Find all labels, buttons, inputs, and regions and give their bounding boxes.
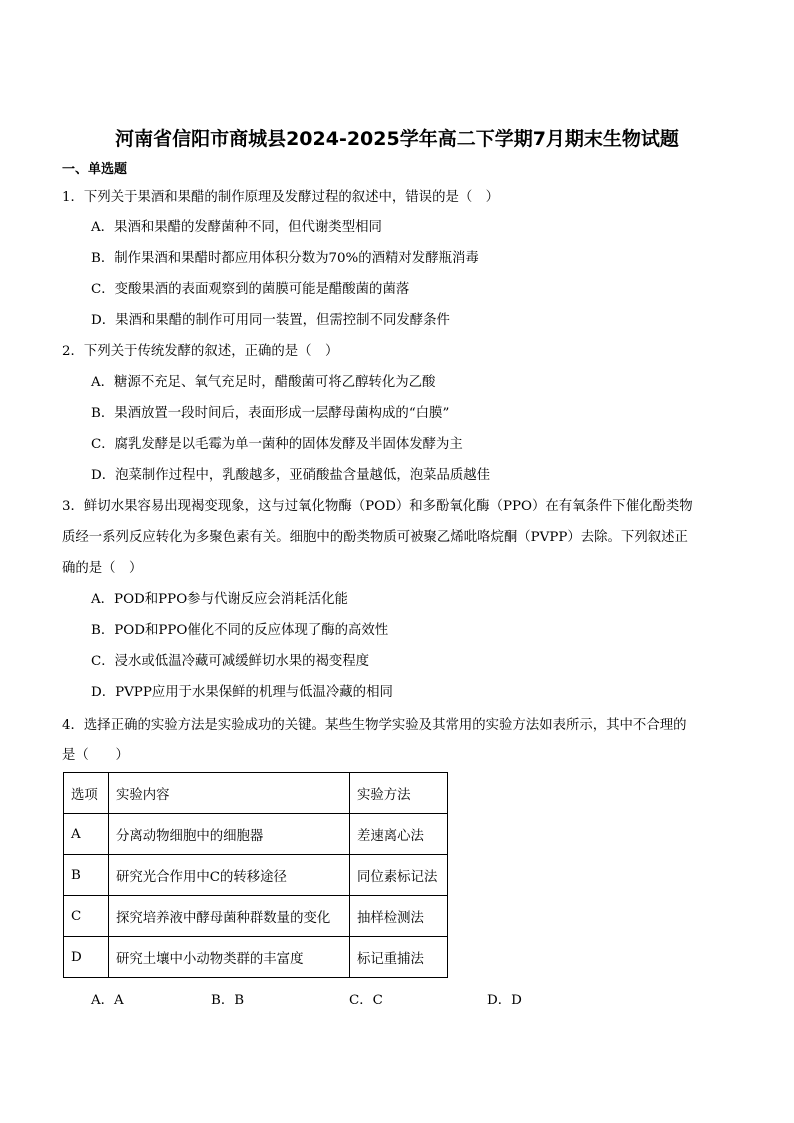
table-cell: 同位素标记法 (350, 855, 448, 896)
question-3-option-d: D．PVPP应用于水果保鲜的机理与低温冷藏的相同 (91, 685, 393, 700)
question-4-answer-d: D．D (487, 993, 522, 1008)
question-2-option-b: B．果酒放置一段时间后，表面形成一层酵母菌构成的“白膜” (91, 406, 450, 421)
table-cell: 分离动物细胞中的细胞器 (109, 814, 350, 855)
table-cell: 研究光合作用中C的转移途径 (109, 855, 350, 896)
question-4-answer-c: C．C (349, 993, 383, 1008)
table-header-cell: 实验内容 (109, 773, 350, 814)
question-1-option-d: D．果酒和果醋的制作可用同一装置，但需控制不同发酵条件 (91, 313, 450, 328)
question-2-option-d: D．泡菜制作过程中，乳酸越多，亚硝酸盐含量越低，泡菜品质越佳 (91, 468, 491, 483)
question-3-stem-line-3: 确的是（ ） (62, 561, 143, 576)
question-1-option-c: C．变酸果酒的表面观察到的菌膜可能是醋酸菌的菌落 (91, 282, 410, 297)
table-row (64, 855, 448, 896)
experiment-table (63, 772, 448, 978)
question-1-option-b: B．制作果酒和果醋时都应用体积分数为70%的酒精对发酵瓶消毒 (91, 251, 479, 266)
table-cell: 抽样检测法 (350, 896, 448, 937)
question-2-option-a: A．糖源不充足、氧气充足时，醋酸菌可将乙醇转化为乙酸 (91, 375, 436, 390)
question-3-option-c: C．浸水或低温冷藏可减缓鲜切水果的褐变程度 (91, 654, 370, 669)
question-4-answer-b: B．B (211, 993, 245, 1008)
section-heading: 一、单选题 (62, 162, 128, 177)
table-cell: D (64, 937, 109, 978)
question-3-option-a: A．POD和PPO参与代谢反应会消耗活化能 (91, 592, 348, 607)
question-2-option-c: C．腐乳发酵是以毛霉为单一菌种的固体发酵及半固体发酵为主 (91, 437, 463, 452)
table-row (64, 814, 448, 855)
question-1-stem: 1．下列关于果酒和果醋的制作原理及发酵过程的叙述中，错误的是（ ） (62, 190, 500, 205)
question-2-stem: 2．下列关于传统发酵的叙述，正确的是（ ） (62, 344, 339, 359)
table-cell: C (64, 896, 109, 937)
question-1-option-a: A．果酒和果醋的发酵菌种不同，但代谢类型相同 (91, 220, 382, 235)
table-cell: 探究培养液中酵母菌种群数量的变化 (109, 896, 350, 937)
table-header-cell: 选项 (64, 773, 109, 814)
question-3-stem-line-1: 3．鲜切水果容易出现褐变现象，这与过氧化物酶（POD）和多酚氧化酶（PPO）在有氧条件下催化酚类物 (62, 499, 693, 514)
table-row (64, 896, 448, 937)
question-4-stem-line-2: 是（ ） (62, 748, 129, 763)
table-cell: B (64, 855, 109, 896)
table-cell: A (64, 814, 109, 855)
table-cell: 研究土壤中小动物类群的丰富度 (109, 937, 350, 978)
table-header-cell: 实验方法 (350, 773, 448, 814)
table-header-row (64, 773, 448, 814)
table-cell: 标记重捕法 (350, 937, 448, 978)
table-cell: 差速离心法 (350, 814, 448, 855)
question-3-stem-line-2: 质经一系列反应转化为多聚色素有关。细胞中的酚类物质可被聚乙烯吡咯烷酮（PVPP）去除。下列叙述正 (62, 530, 688, 545)
question-3-option-b: B．POD和PPO催化不同的反应体现了酶的高效性 (91, 623, 389, 638)
table-row (64, 937, 448, 978)
question-4-stem-line-1: 4．选择正确的实验方法是实验成功的关键。某些生物学实验及其常用的实验方法如表所示，其中不合理的 (62, 718, 687, 733)
exam-title: 河南省信阳市商城县2024-2025学年高二下学期7月期末生物试题 (115, 128, 679, 150)
question-4-answer-a: A．A (91, 993, 124, 1008)
